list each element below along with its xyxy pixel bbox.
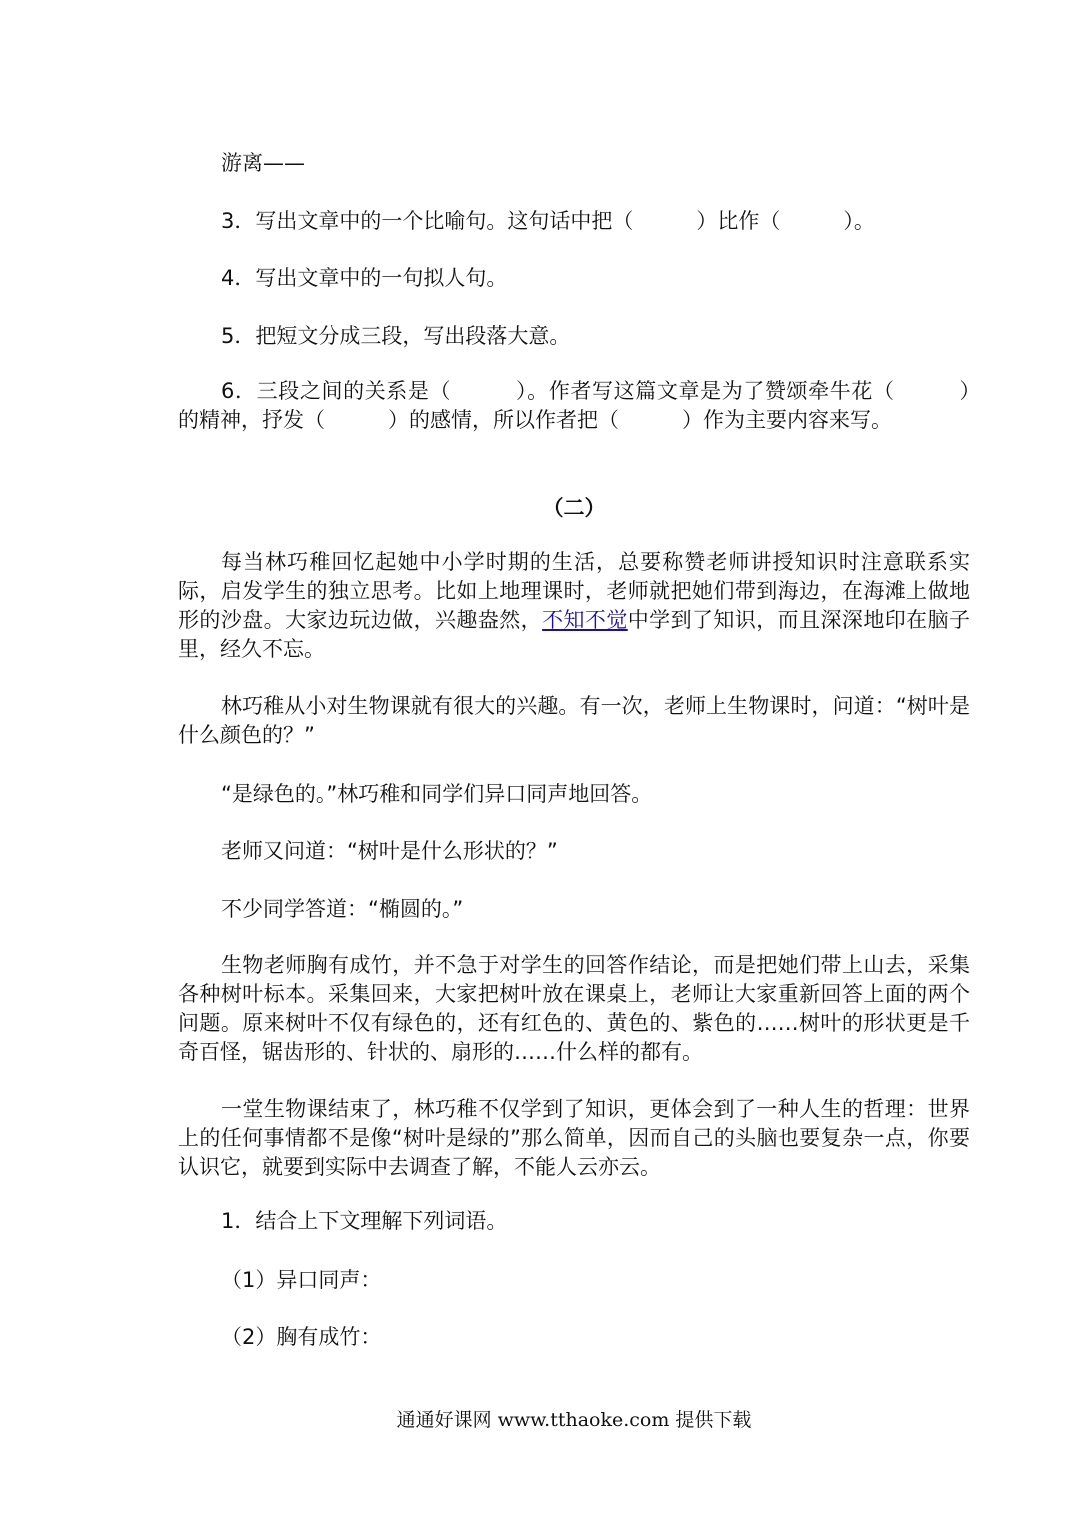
passage-paragraph-6: 生物老师胸有成竹，并不急于对学生的回答作结论，而是把她们带上山去，采集各种树叶标本。采集回来，大家把树叶放在课桌上，老师让大家重新回答上面的两个问题。原来树叶不仅有绿色的，还有红色的、黄色的、紫色的……树叶的形状更是千奇百怪，锯齿形的、针状的、扇形的……什么样的都有。 [178,953,970,1064]
passage-paragraph-7: 一堂生物课结束了，林巧稚不仅学到了知识，更体会到了一种人生的哲理：世界上的任何事情都不是像“树叶是绿的”那么简单，因而自己的头脑也要复杂一点，你要认识它，就要到实际中去调查了解，不能人云亦云。 [178,1097,970,1179]
question-3: 3．写出文章中的一个比喻句。这句话中把（ ）比作（ ）。 [221,209,875,233]
passage-paragraph-5: 不少同学答道：“椭圆的。” [221,897,464,921]
paragraph-text: 中学到了知识，而且深深地印在脑子里，经久不忘。 [178,608,971,661]
question-5: 5．把短文分成三段，写出段落大意。 [221,324,571,348]
page-footer: 通通好课网 www.tthaoke.com 提供下载 [396,1409,752,1431]
passage-paragraph-3: “是绿色的。”林巧稚和同学们异口同声地回答。 [221,782,653,806]
question-4: 4．写出文章中的一句拟人句。 [221,266,508,290]
passage-paragraph-2: 林巧稚从小对生物课就有很大的兴趣。有一次，老师上生物课时，问道：“树叶是什么颜色的？” [178,694,970,747]
section-heading: （二） [542,496,606,520]
passage-paragraph-4: 老师又问道：“树叶是什么形状的？” [221,839,558,863]
answer-line: 游离—— [221,151,305,175]
question-1-item-1: （1）异口同声： [221,1268,382,1292]
question-1-item-2: （2）胸有成竹： [221,1325,382,1349]
passage-paragraph-1 [178,548,970,664]
question-6: 6．三段之间的关系是（ ）。作者写这篇文章是为了赞颂牵牛花（ ） 的精神，抒发（ ）的感情，所以作者把（ ）作为主要内容来写。 [178,379,991,432]
question-1: 1．结合上下文理解下列词语。 [221,1209,508,1233]
idiom-link[interactable]: 不知不觉 [542,608,628,632]
paragraph-text: 每当林巧稚回忆起她中小学时期的生活，总要称赞老师讲授知识时注意联系实际，启发学生的独立思考。比如上地理课时，老师就把她们带到海边，在海滩上做地形的沙盘。大家边玩边做，兴趣盎然， [178,550,970,632]
